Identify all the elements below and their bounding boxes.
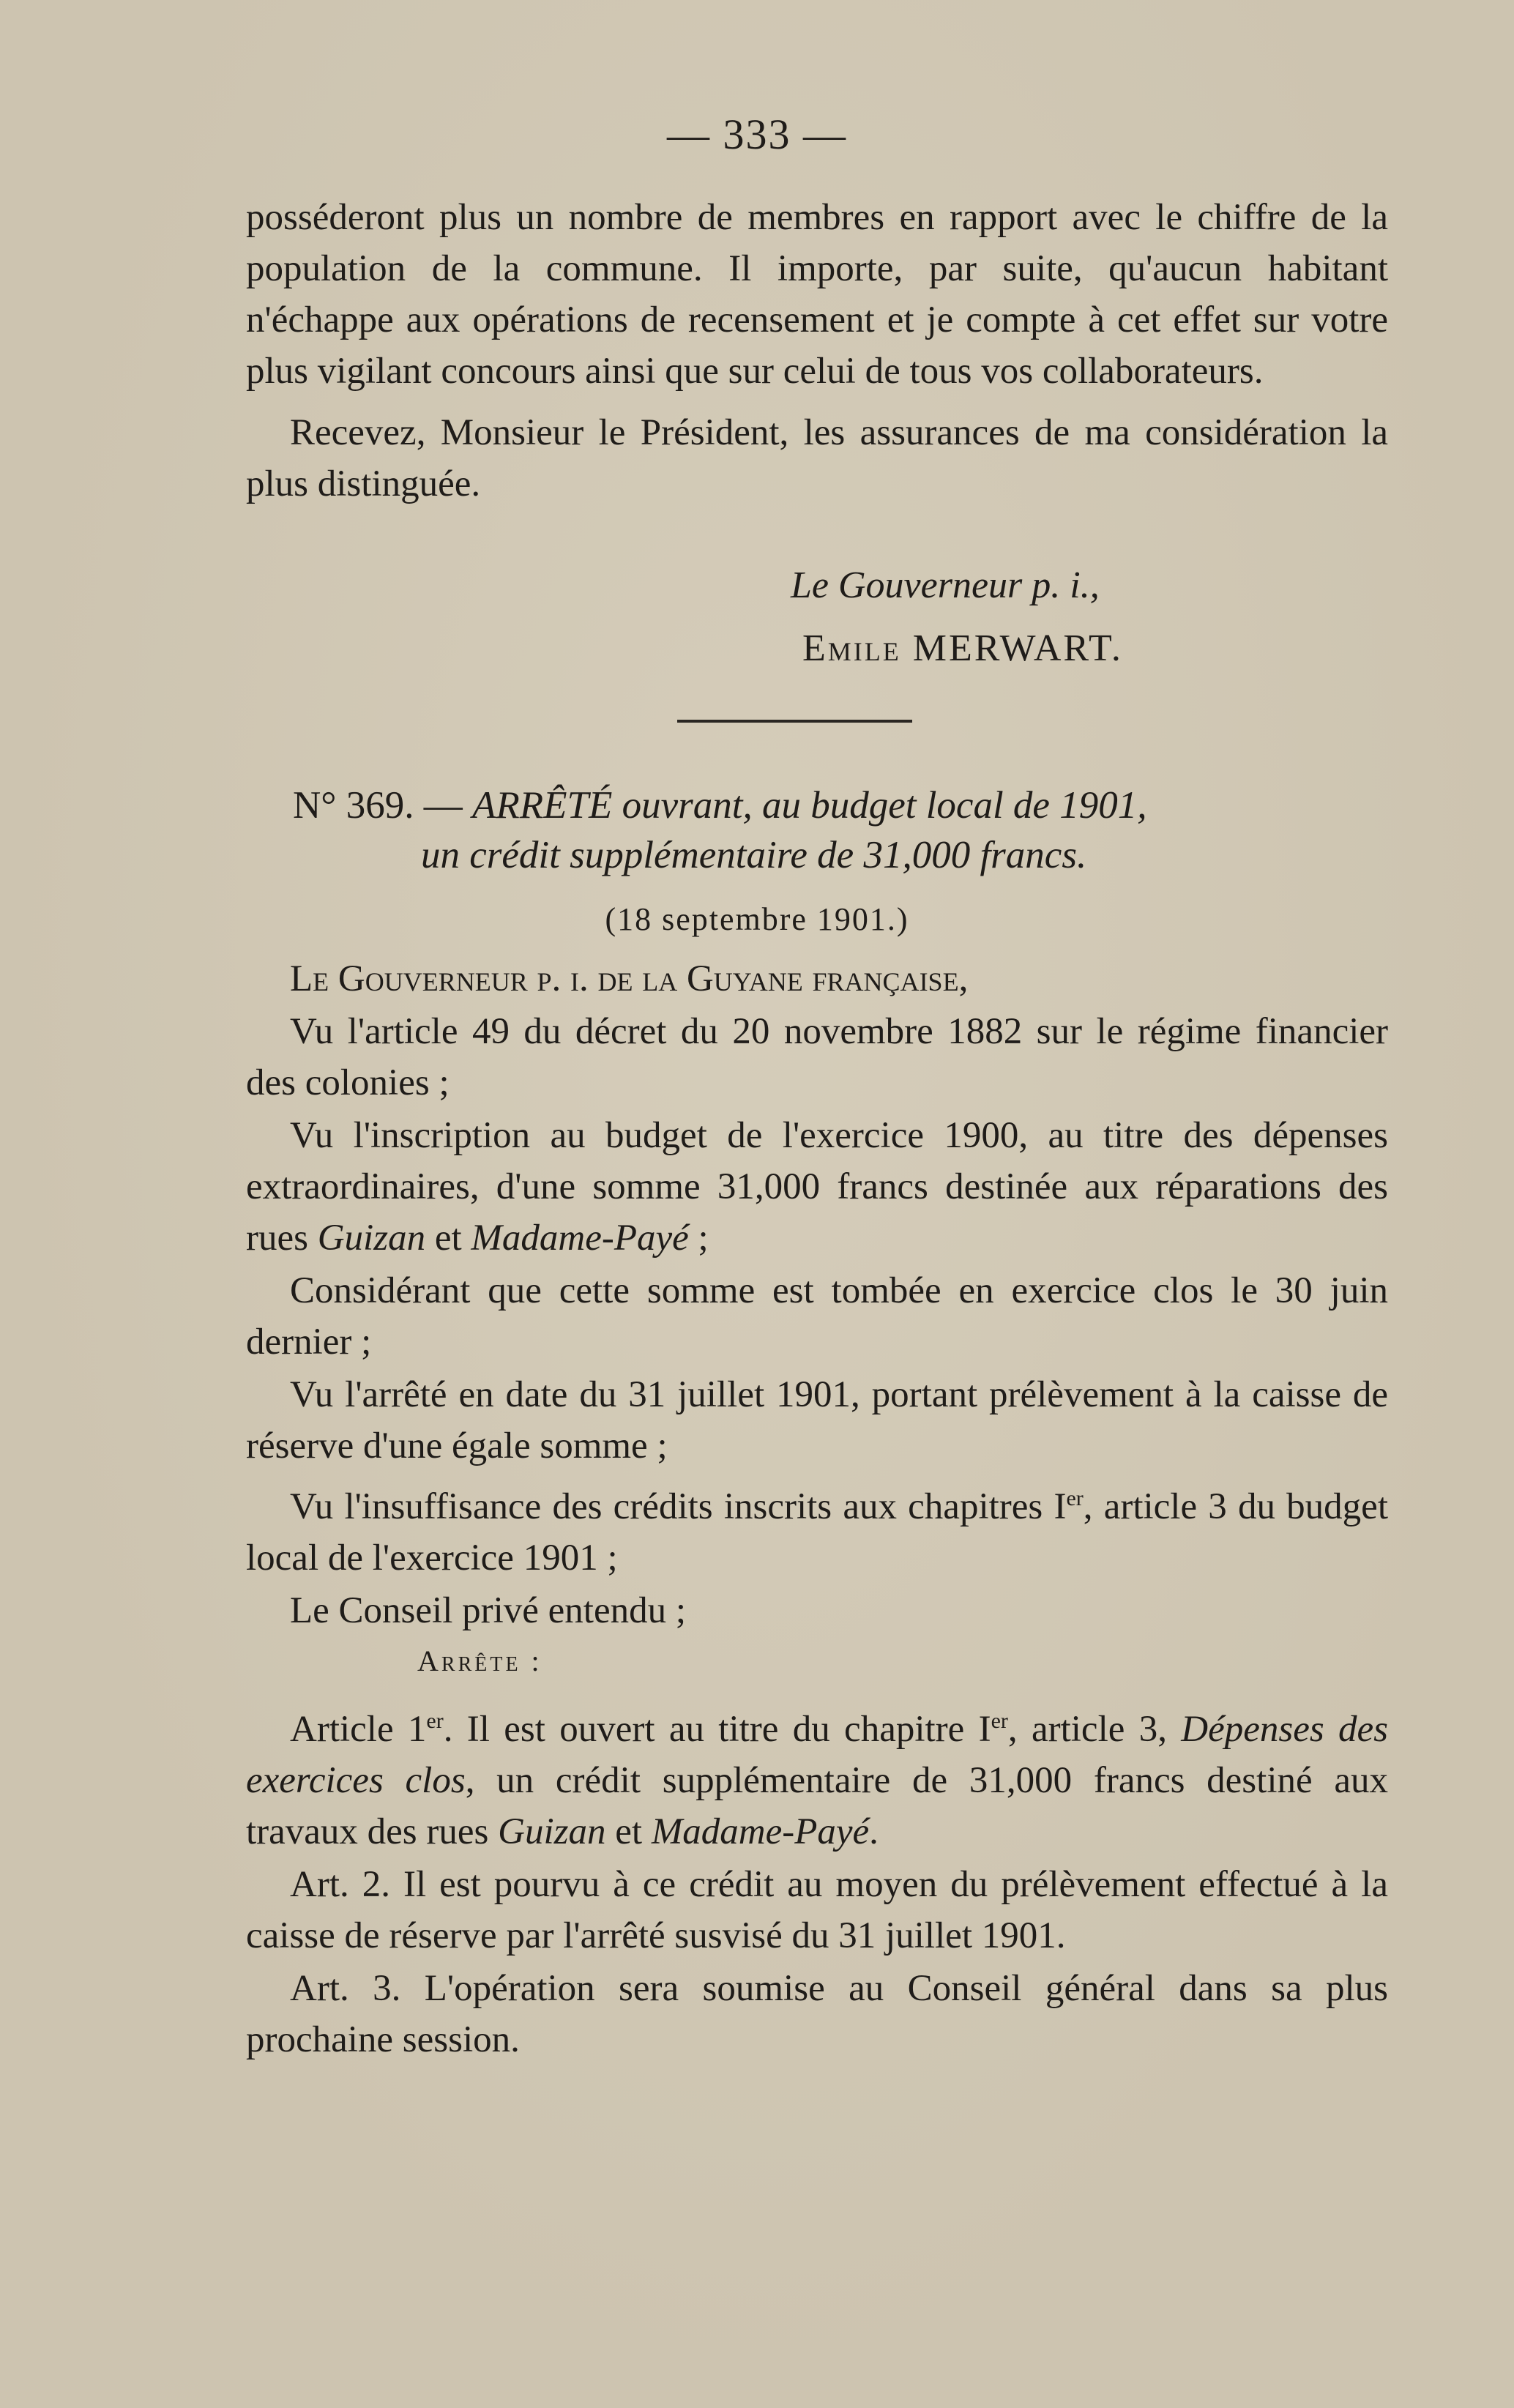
decree-opening: Le Gouverneur p. i. de la Guyane française,	[290, 958, 969, 999]
street-name: Madame-Payé	[471, 1218, 689, 1259]
vu-paragraph-3: Vu l'arrêté en date du 31 juillet 1901, portant prélèvement à la caisse de réserve d'une égale somme ;	[246, 1374, 1388, 1466]
section-divider	[677, 720, 912, 723]
street-name: Guizan	[498, 1811, 606, 1852]
article-2: Art. 2. Il est pourvu à ce crédit au moyen du prélèvement effectué à la caisse de réserve par l'arrêté susvisé du 31 juillet 1901.	[246, 1864, 1388, 1956]
decree-heading	[293, 780, 1391, 880]
signature-name: Emile MERWART.	[802, 627, 1123, 669]
conseil-paragraph: Le Conseil privé entendu ;	[290, 1590, 687, 1631]
intro-paragraph-2: Recevez, Monsieur le Président, les assurances de ma considération la plus distinguée.	[246, 412, 1388, 504]
articles	[246, 1696, 1388, 2065]
intro-text	[246, 192, 1388, 510]
page-number: — 333 —	[667, 111, 847, 158]
intro-paragraph-1: posséderont plus un nombre de membres en rapport avec le chiffre de la population de la commune. Il importe, par suite, qu'aucun habitant n'échappe aux opérations de recensement et je compte à cet effet sur votre plus vigilant concours ainsi que sur celui de tous vos collaborateurs.	[246, 197, 1388, 392]
vu-paragraph-1: Vu l'article 49 du décret du 20 novembre 1882 sur le régime financier des colonies ;	[246, 1011, 1388, 1103]
vu-paragraph-4: Vu l'insuffisance des crédits inscrits aux chapitres Ier, article 3 du budget local de l'exercice 1901 ;	[246, 1486, 1388, 1578]
decree-title-line-2: un crédit supplémentaire de 31,000 francs.	[421, 834, 1087, 876]
decree-title-line-1: ARRÊTÉ ouvrant, au budget local de 1901,	[471, 784, 1147, 827]
decree-number: N° 369. —	[293, 784, 463, 827]
street-name: Madame-Payé	[651, 1811, 870, 1852]
vu-paragraph-2: Vu l'inscription au budget de l'exercice 1900, au titre des dépenses extraordinaires, d'une somme 31,000 francs destinée aux réparations des rues Guizan et Madame-Payé ;	[246, 1115, 1388, 1259]
considerant-paragraph: Considérant que cette somme est tombée en exercice clos le 30 juin dernier ;	[246, 1270, 1388, 1363]
article-1: Article 1er. Il est ouvert au titre du chapitre Ier, article 3, Dépenses des exercices clos, un crédit supplémentaire de 31,000 francs destiné aux travaux des rues Guizan et Madame-Payé.	[246, 1709, 1388, 1852]
decree-date: (18 septembre 1901.)	[605, 901, 909, 937]
arrete-label: Arrête :	[417, 1644, 542, 1677]
decree-body	[246, 953, 1388, 1636]
article-3: Art. 3. L'opération sera soumise au Conseil général dans sa plus prochaine session.	[246, 1968, 1388, 2060]
street-name: Guizan	[317, 1218, 426, 1259]
signature-title: Le Gouverneur p. i.,	[791, 564, 1100, 606]
